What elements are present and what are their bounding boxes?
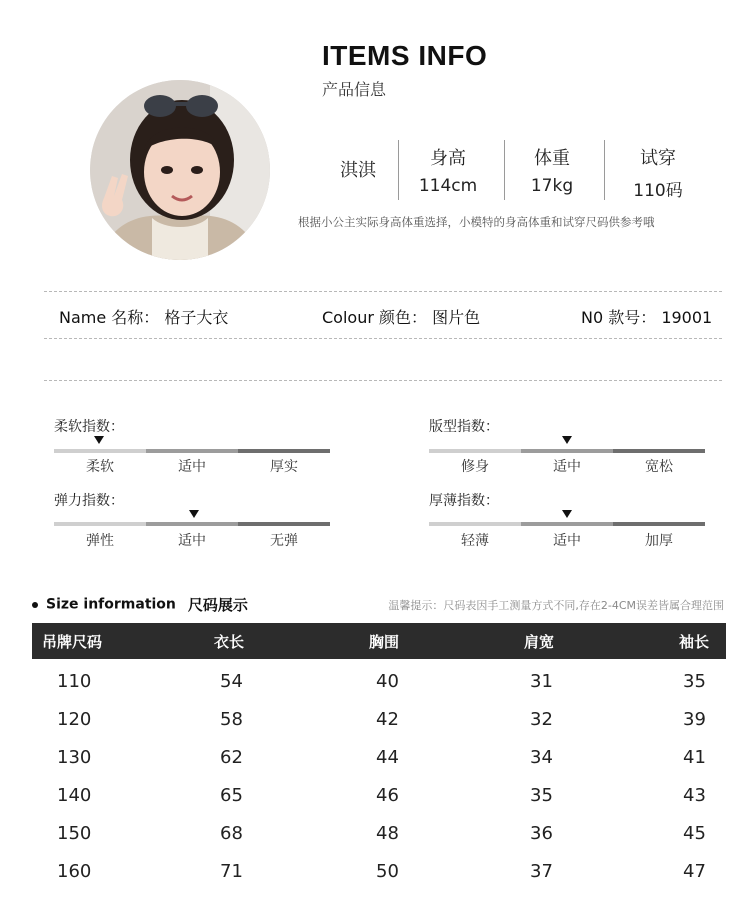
dashed-divider [44, 380, 722, 381]
thickness-marker [562, 510, 572, 518]
size-title-en: Size information [46, 596, 176, 613]
table-cell: 35 [683, 671, 706, 692]
elasticity-option: 适中 [178, 533, 206, 549]
table-cell: 40 [376, 671, 399, 692]
table-cell: 36 [530, 823, 553, 844]
table-cell: 71 [220, 861, 243, 882]
index-bar-segment [613, 449, 705, 453]
elasticity-option: 无弹 [270, 533, 298, 549]
weight-label: 体重 [534, 148, 570, 169]
table-cell: 46 [376, 785, 399, 806]
fit-marker [562, 436, 572, 444]
thickness-label: 厚薄指数： [429, 493, 499, 509]
index-bar-segment [54, 449, 146, 453]
table-cell: 43 [683, 785, 706, 806]
height-stat [398, 144, 498, 196]
softness-option: 厚实 [270, 459, 298, 475]
size-title-cn: 尺码展示 [187, 596, 248, 614]
model-avatar [90, 80, 270, 260]
softness-options [54, 456, 330, 476]
table-cell: 58 [220, 709, 243, 730]
fit-options [429, 456, 705, 476]
table-cell: 45 [683, 823, 706, 844]
tryon-stat [608, 144, 708, 201]
index-bar-segment [521, 449, 613, 453]
model-note: 根据小公主实际身高体重选择，小模特的身高体重和试穿尺码供参考哦 [298, 215, 655, 229]
fit-label: 版型指数： [429, 419, 499, 435]
column-header: 吊牌尺码 [42, 633, 103, 651]
height-label: 身高 [430, 148, 466, 169]
fit-option: 宽松 [645, 459, 673, 475]
table-cell: 68 [220, 823, 243, 844]
elasticity-bar [54, 522, 330, 526]
fit-option: 修身 [461, 459, 489, 475]
page-subtitle: 产品信息 [322, 80, 387, 99]
model-stats [318, 140, 708, 200]
softness-option: 柔软 [86, 459, 114, 475]
table-cell: 37 [530, 861, 553, 882]
page-title: ITEMS INFO [322, 40, 488, 71]
table-cell: 41 [683, 747, 706, 768]
table-cell: 47 [683, 861, 706, 882]
table-row [32, 815, 726, 853]
column-header: 胸围 [369, 633, 400, 651]
fit-option: 适中 [553, 459, 581, 475]
table-cell: 42 [376, 709, 399, 730]
divider [604, 140, 605, 200]
weight-value: 17kg [530, 176, 574, 196]
bullet-icon [32, 602, 38, 608]
elasticity-options [54, 530, 330, 550]
height-value: 114cm [418, 176, 478, 196]
index-bar-segment [238, 449, 330, 453]
table-row [32, 701, 726, 739]
weight-stat [502, 144, 602, 196]
model-photo-illustration [90, 80, 270, 260]
index-bar-segment [613, 522, 705, 526]
table-row [32, 853, 726, 891]
index-bar-segment [146, 522, 238, 526]
tryon-label: 试穿 [640, 148, 676, 169]
index-bar-segment [238, 522, 330, 526]
table-cell: 44 [376, 747, 399, 768]
dashed-divider [44, 338, 722, 339]
product-number: N0 款号： 19001 [581, 308, 713, 327]
table-cell: 140 [57, 785, 92, 806]
column-header: 肩宽 [524, 633, 555, 651]
table-row [32, 777, 726, 815]
thickness-option: 加厚 [645, 533, 673, 549]
table-cell: 48 [376, 823, 399, 844]
table-cell: 32 [530, 709, 553, 730]
model-name: 淇淇 [340, 160, 376, 181]
softness-option: 适中 [178, 459, 206, 475]
thickness-options [429, 530, 705, 550]
table-cell: 34 [530, 747, 553, 768]
product-colour: Colour 颜色： 图片色 [322, 308, 481, 327]
table-cell: 130 [57, 747, 92, 768]
softness-marker [94, 436, 104, 444]
table-row [32, 739, 726, 777]
elasticity-option: 弹性 [86, 533, 114, 549]
size-tip: 温馨提示：尺码表因手工测量方式不同,存在2-4CM误差皆属合理范围 [388, 599, 724, 612]
table-cell: 150 [57, 823, 92, 844]
tryon-value: 110码 [633, 181, 683, 201]
table-cell: 39 [683, 709, 706, 730]
dashed-divider [44, 291, 722, 292]
thickness-bar [429, 522, 705, 526]
elasticity-label: 弹力指数： [54, 493, 124, 509]
table-cell: 50 [376, 861, 399, 882]
fit-bar [429, 449, 705, 453]
table-cell: 31 [530, 671, 553, 692]
column-header: 衣长 [214, 633, 245, 651]
softness-label: 柔软指数： [54, 419, 124, 435]
table-cell: 65 [220, 785, 243, 806]
table-cell: 62 [220, 747, 243, 768]
index-bar-segment [146, 449, 238, 453]
thickness-option: 轻薄 [461, 533, 489, 549]
table-cell: 35 [530, 785, 553, 806]
column-header: 袖长 [679, 633, 710, 651]
table-cell: 120 [57, 709, 92, 730]
table-row [32, 663, 726, 701]
size-table-header [32, 623, 726, 659]
thickness-option: 适中 [553, 533, 581, 549]
table-cell: 54 [220, 671, 243, 692]
table-cell: 160 [57, 861, 92, 882]
elasticity-marker [189, 510, 199, 518]
table-cell: 110 [57, 671, 92, 692]
index-bar-segment [429, 522, 521, 526]
product-name: Name 名称： 格子大衣 [59, 308, 229, 327]
index-bar-segment [521, 522, 613, 526]
index-bar-segment [54, 522, 146, 526]
size-section-heading [32, 594, 248, 615]
softness-bar [54, 449, 330, 453]
index-bar-segment [429, 449, 521, 453]
